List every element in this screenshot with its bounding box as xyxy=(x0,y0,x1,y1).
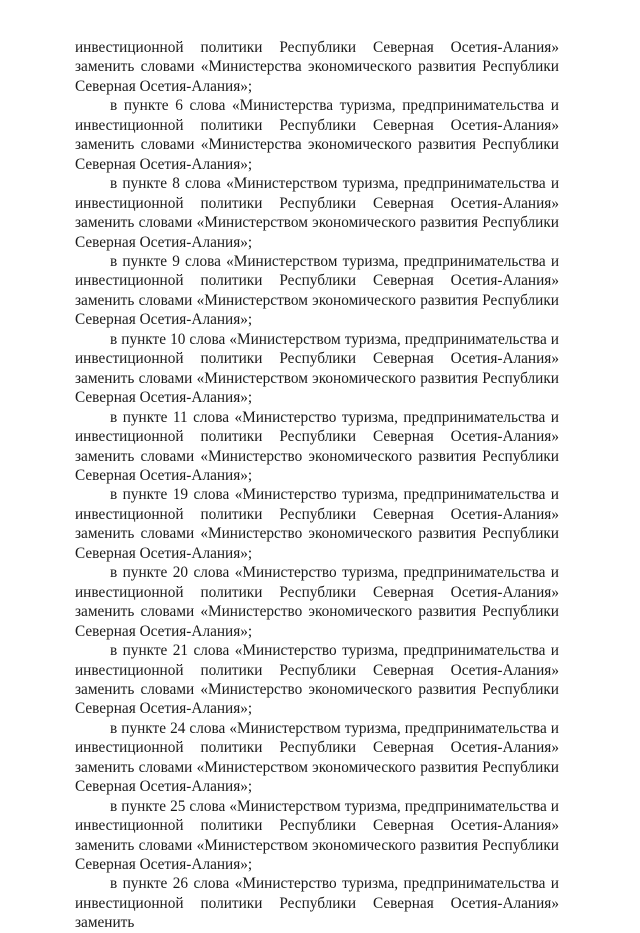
paragraph-item-24: в пункте 24 слова «Министерством туризма, предпринимательства и инвестиционной политики Республики Северная Осетия-Алания» заменить словами «Министерством экономического развития Республики Северная Осетия-Алания»; xyxy=(75,719,559,796)
paragraph-item-11: в пункте 11 слова «Министерство туризма, предпринимательства и инвестиционной политики Республики Северная Осетия-Алания» заменить словами «Министерство экономического развития Республики Северная Осетия-Алания»; xyxy=(75,408,559,484)
paragraph-item-8: в пункте 8 слова «Министерством туризма, предпринимательства и инвестиционной политики Республики Северная Осетия-Алания» заменить словами «Министерством экономического развития Республики Северная Осетия-Алания»; xyxy=(75,175,559,251)
paragraph-item-26: в пункте 26 слова «Министерство туризма, предпринимательства и инвестиционной политики Республики Северная Осетия-Алания» заменить xyxy=(75,875,559,932)
document-body xyxy=(75,38,559,933)
paragraph-item-6: в пункте 6 слова «Министерства туризма, предпринимательства и инвестиционной политики Республики Северная Осетия-Алания» заменить словами «Министерства экономического развития Республики Северная Осетия-Алания»; xyxy=(75,97,559,173)
paragraph-item-9: в пункте 9 слова «Министерством туризма, предпринимательства и инвестиционной политики Республики Северная Осетия-Алания» заменить словами «Министерством экономического развития Республики Северная Осетия-Алания»; xyxy=(75,252,559,329)
paragraph-item-19: в пункте 19 слова «Министерство туризма, предпринимательства и инвестиционной политики Республики Северная Осетия-Алания» заменить словами «Министерство экономического развития Республики Северная Осетия-Алания»; xyxy=(75,486,559,562)
paragraph-item-10: в пункте 10 слова «Министерством туризма, предпринимательства и инвестиционной политики Республики Северная Осетия-Алания» заменить словами «Министерством экономического развития Республики Северная Осетия-Алания»; xyxy=(75,330,559,407)
paragraph-continuation: инвестиционной политики Республики Северная Осетия-Алания» заменить словами «Министерства экономического развития Республики Северная Осетия-Алания»; xyxy=(75,39,559,95)
paragraph-item-25: в пункте 25 слова «Министерством туризма, предпринимательства и инвестиционной политики Республики Северная Осетия-Алания» заменить словами «Министерством экономического развития Республики Северная Осетия-Алания»; xyxy=(75,797,559,874)
paragraph-item-20: в пункте 20 слова «Министерство туризма, предпринимательства и инвестиционной политики Республики Северная Осетия-Алания» заменить словами «Министерство экономического развития Республики Северная Осетия-Алания»; xyxy=(75,564,559,640)
paragraph-item-21: в пункте 21 слова «Министерство туризма, предпринимательства и инвестиционной политики Республики Северная Осетия-Алания» заменить словами «Министерство экономического развития Республики Северная Осетия-Алания»; xyxy=(75,642,559,718)
